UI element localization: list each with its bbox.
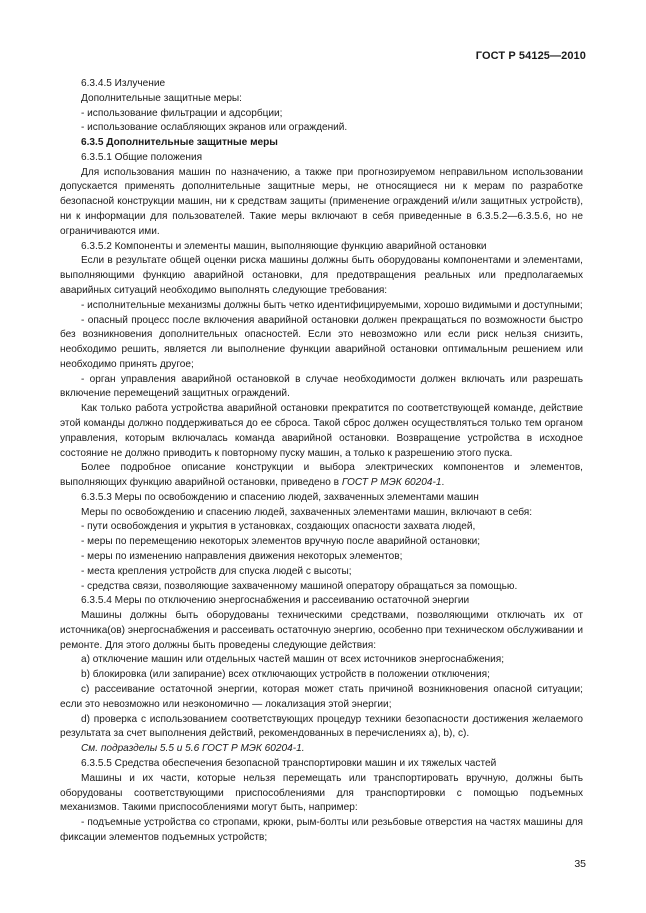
paragraph-text: Более подробное описание конструкции и выбора электрических компонентов и элементов, выполняющих функцию аварийной остановки, приведено в <box>60 462 583 489</box>
paragraph <box>60 461 583 491</box>
subsection-heading: 6.3.5.1 Общие положения <box>81 151 203 163</box>
list-item: - использование фильтрации и адсорбции; <box>81 107 283 119</box>
paragraph: Если в результате общей оценки риска машины должны быть оборудованы компонентами и элементами, выполняющими функцию аварийной остановки, для предотвращения реальных или предполагаемых аварийных ситуаций необходимо выполнять следующие требования: <box>60 255 583 296</box>
list-item: - использование ослабляющих экранов или ограждений. <box>81 122 348 134</box>
list-item: - меры по перемещению некоторых элементов вручную после аварийной остановки; <box>81 536 481 548</box>
list-item: - места крепления устройств для спуска людей с высоты; <box>81 565 352 577</box>
section-heading: 6.3.5 Дополнительные защитные меры <box>81 137 278 149</box>
list-item: - опасный процесс после включения аварийной остановки должен прекращаться по возможности быстро без возникновения дополнительных опасностей. Если это невозможно или если риск нельзя снизить, необходимо решить, является ли выполнение функции аварийной остановки оптимальным решением или необходимо принять другое; <box>60 314 583 370</box>
paragraph: Дополнительные защитные меры: <box>81 92 242 104</box>
list-item: b) блокировка (или запирание) всех отключающих устройств в положении отключения; <box>81 669 490 681</box>
paragraph-tail: . <box>441 477 445 489</box>
paragraph: Машины и их части, которые нельзя перемещать или транспортировать вручную, должны быть оборудованы соответствующими приспособлениями для транспортировки с помощью подъемных механизмов. Такими приспособлениями могут быть, например: <box>60 772 583 814</box>
list-item: a) отключение машин или отдельных частей машин от всех источников энергоснабжения; <box>81 654 505 666</box>
standard-reference: ГОСТ Р МЭК 60204-1 <box>341 477 442 489</box>
list-item: c) рассеивание остаточной энергии, которая может стать причиной возникновения опасной ситуации; если это невозможно или неэкономично — локализация этой энергии; <box>60 684 583 710</box>
list-item: - средства связи, позволяющие захваченному машиной оператору обращаться за помощью. <box>81 580 518 592</box>
subsection-heading: 6.3.5.5 Средства обеспечения безопасной транспортировки машин и их тяжелых частей <box>81 757 497 769</box>
subsection-heading: 6.3.5.4 Меры по отключению энергоснабжения и рассеиванию остаточной энергии <box>81 595 470 607</box>
list-item: - орган управления аварийной остановкой в случае необходимости должен включать или разрешать включение перемещений защитных ограждений. <box>60 373 583 400</box>
list-item: - подъемные устройства со стропами, крюки, рым-болты или резьбовые отверстия на частях машины для фиксации элементов подъемных устройств; <box>60 817 583 843</box>
cross-reference-note <box>60 742 583 757</box>
list-item: - меры по изменению направления движения некоторых элементов; <box>81 551 403 562</box>
paragraph: 6.3.4.5 Излучение <box>81 78 166 89</box>
cross-reference-text: См. подразделы 5.5 и 5.6 ГОСТ Р МЭК 60204-1. <box>81 743 305 755</box>
subsection-heading: 6.3.5.2 Компоненты и элементы машин, выполняющие функцию аварийной остановки <box>81 240 487 252</box>
document-body <box>60 77 583 846</box>
list-item: d) проверка с использованием соответствующих процедур техники безопасности достижения желаемого результата за счет выполнения действий, рекомендованных в перечислениях a), b), c). <box>60 713 583 740</box>
paragraph: Как только работа устройства аварийной остановки прекратится по соответствующей команде, действие этой команды должно поддерживаться до ее сброса. Такой сброс должен осуществляться только тем органом управления, которым включалась команда аварийной остановки. Возвращение устройства в исходное состояние не должно приводить к повторному пуску машин, а только к разрешению этого пуска. <box>60 403 583 459</box>
document-header: ГОСТ Р 54125—2010 <box>475 50 586 62</box>
paragraph: Меры по освобождению и спасению людей, захваченных элементами машин, включают в себя: <box>81 506 533 518</box>
paragraph: Машины должны быть оборудованы техническими средствами, позволяющими отключать их от источника(ов) энергоснабжения и рассеивать остаточную энергию, особенно при техническом обслуживании и ремонте. Для этого должны быть проведены следующие действия: <box>60 610 583 651</box>
page-number: 35 <box>574 858 586 870</box>
list-item: - пути освобождения и укрытия в установках, создающих опасности захвата людей, <box>81 521 476 533</box>
list-item: - исполнительные механизмы должны быть четко идентифицируемыми, хорошо видимыми и доступными; <box>81 299 583 311</box>
paragraph: Для использования машин по назначению, а также при прогнозируемом неправильном использовании допускается применять дополнительные защитные меры, не относящиеся ни к мерам по разработке безопасной конструкции машин, ни к средствам защиты (применение ограждений и/или защитных устройств), ни к информации для пользователей. Такие меры включают в себя приведенные в 6.3.5.2—6.3.5.6, но не ограничиваются ими. <box>60 166 583 237</box>
subsection-heading: 6.3.5.3 Меры по освобождению и спасению людей, захваченных элементами машин <box>81 491 479 503</box>
